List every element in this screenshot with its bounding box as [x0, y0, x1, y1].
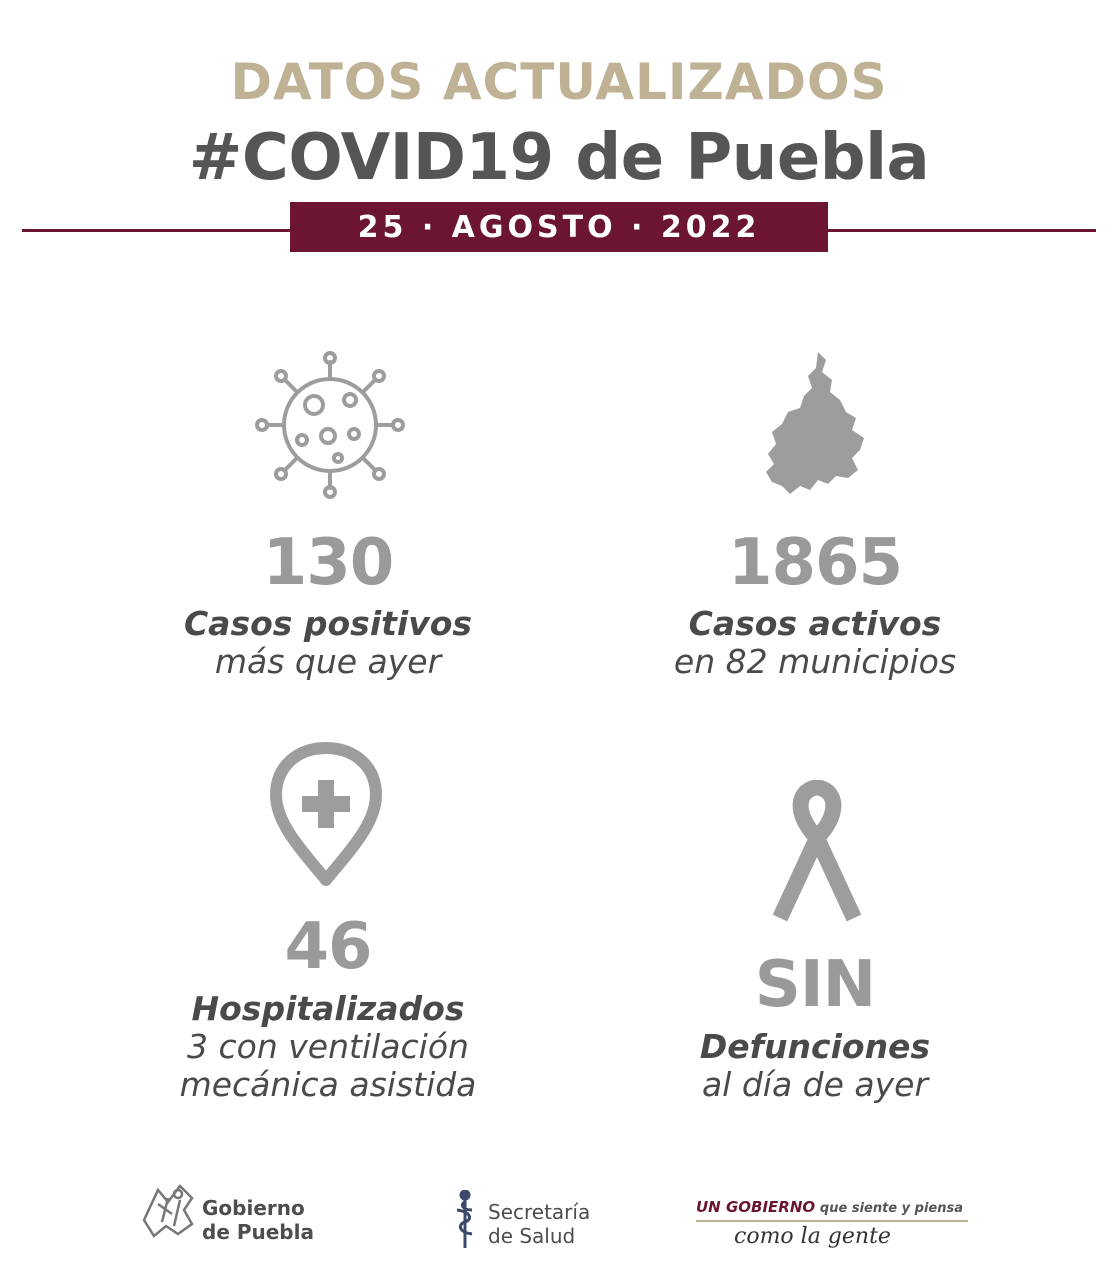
stat-value-defunciones: SIN	[754, 948, 876, 1022]
slogan-top	[696, 1198, 963, 1216]
stat-label-activos	[590, 605, 1040, 681]
salud-line-2: de Salud	[488, 1224, 576, 1248]
stat-label-bold: Defunciones	[699, 1027, 931, 1066]
stat-value-activos: 1865	[727, 526, 903, 600]
stat-label-line: al día de ayer	[701, 1065, 929, 1104]
stat-value-positivos: 130	[262, 526, 394, 600]
puebla-map-icon	[760, 350, 870, 500]
ribbon-icon	[762, 780, 872, 930]
stat-label-line: 3 con ventilación	[187, 1027, 469, 1066]
slogan	[696, 1180, 976, 1250]
stat-label-bold: Casos positivos	[183, 604, 473, 643]
hospital-location-icon	[266, 740, 386, 890]
date-banner: 25 · AGOSTO · 2022	[290, 202, 828, 252]
gobierno-emblem-icon	[138, 1180, 198, 1240]
stat-label-bold: Hospitalizados	[191, 989, 465, 1028]
slogan-rule	[696, 1220, 968, 1222]
header-title: #COVID19 de Puebla	[188, 121, 930, 195]
header-rule-left	[22, 229, 292, 232]
header-subtitle: DATOS ACTUALIZADOS	[230, 53, 888, 111]
stat-label-bold: Casos activos	[688, 604, 942, 643]
gobierno-puebla-logo	[138, 1180, 338, 1250]
header-rule-right	[826, 229, 1096, 232]
slogan-rest: que siente y piensa	[819, 1201, 963, 1216]
stat-label-line: en 82 municipios	[673, 642, 957, 681]
slogan-bold: UN GOBIERNO	[696, 1198, 816, 1216]
stat-label-hospitalizados	[108, 990, 548, 1104]
stat-label-defunciones	[590, 1028, 1040, 1104]
virus-icon	[250, 350, 410, 500]
gobierno-line-2: de Puebla	[202, 1220, 314, 1244]
gobierno-line-1: Gobierno	[202, 1196, 305, 1220]
secretaria-salud-logo	[452, 1180, 622, 1250]
caduceus-icon	[452, 1190, 478, 1250]
salud-line-1: Secretaría	[488, 1200, 591, 1224]
slogan-script: como la gente	[734, 1224, 891, 1249]
stat-label-positivos	[128, 605, 528, 681]
stat-label-line: más que ayer	[214, 642, 442, 681]
stat-label-line: mecánica asistida	[179, 1065, 477, 1104]
stat-value-hospitalizados: 46	[284, 910, 372, 984]
